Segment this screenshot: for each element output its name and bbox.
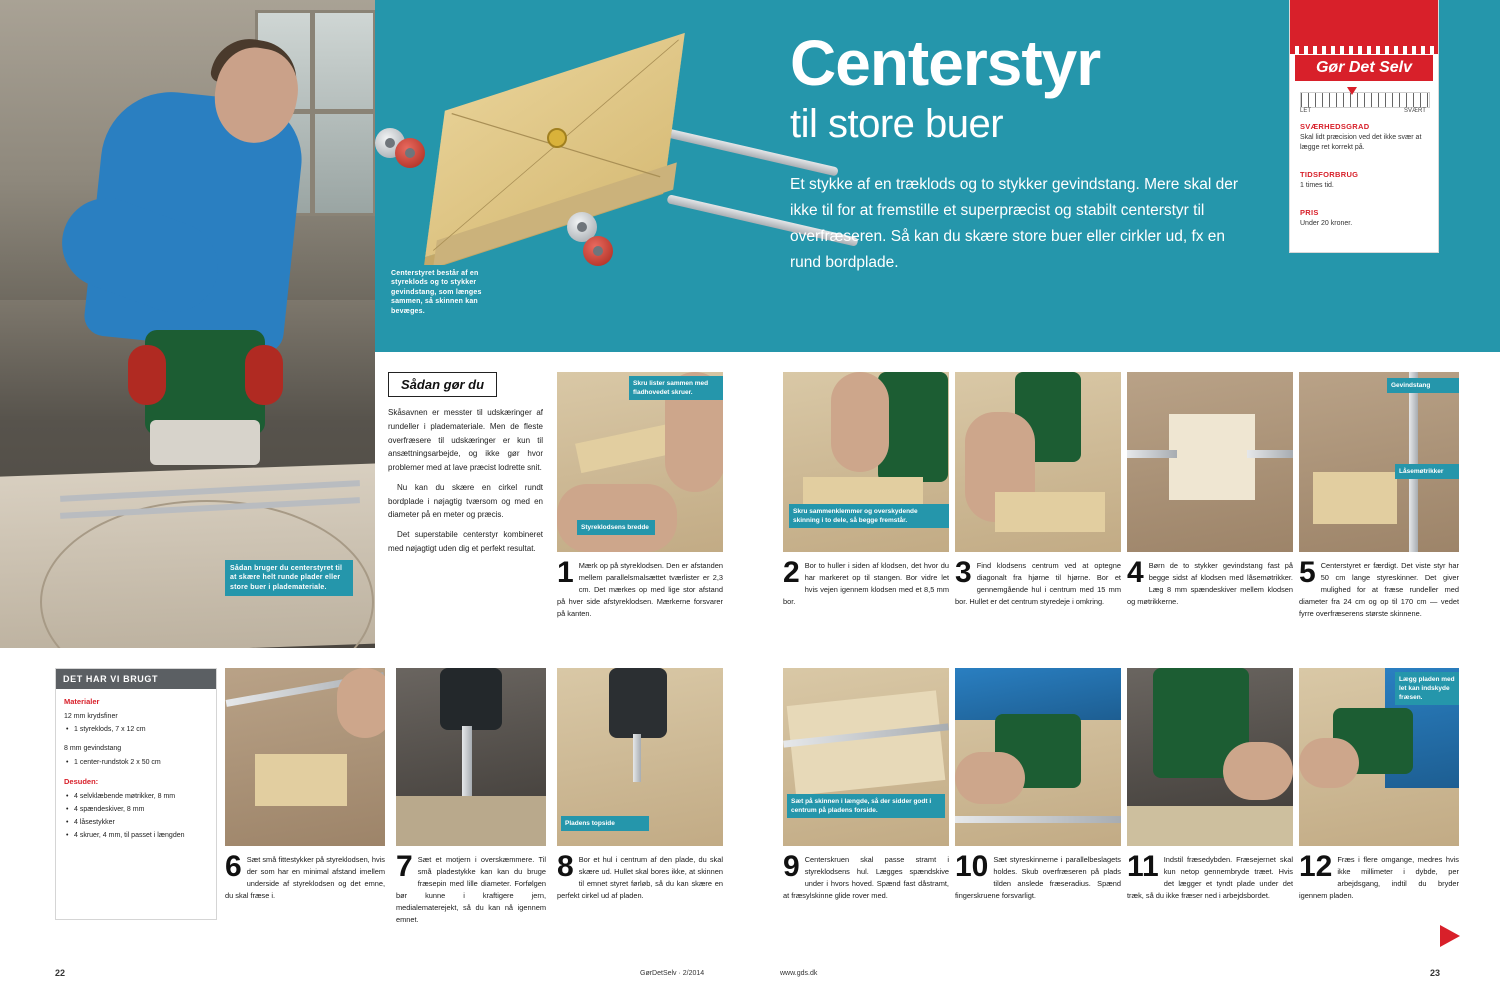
step-2-photo-caption: Skru sammenklemmer og overskydende skinning i to dele, så begge fremstår.	[789, 504, 949, 528]
illustration-caption: Centerstyret består af en styreklods og to stykker gevindstang, som længes sammen, så skinnen kan bevæges.	[386, 265, 516, 320]
step-12-photo-caption: Lægg pladen med let kan indskyde fræsen.	[1395, 672, 1459, 705]
headline-block	[790, 27, 1260, 276]
difficulty-body: Skal lidt præcision ved det ikke svær at lægge ret korrekt på.	[1300, 134, 1422, 151]
step-2-number: 2	[783, 556, 800, 589]
page-title: Centerstyr	[790, 27, 1101, 99]
gauge-label-right: SVÆRT	[1404, 108, 1426, 114]
step-7-number: 7	[396, 850, 413, 883]
step-3-number: 3	[955, 556, 972, 589]
step-5	[1299, 372, 1459, 642]
step-9-photo-caption: Sæt på skinnen i længde, så der sidder godt i centrum på pladens forside.	[787, 794, 945, 818]
price-body: Under 20 kroner.	[1300, 220, 1353, 227]
materials-box	[55, 668, 217, 920]
difficulty-heading: SVÆRHEDSGRAD	[1300, 122, 1370, 131]
intro-title: Sådan gør du	[388, 372, 497, 397]
step-7-body: Sæt et motjern i overskæmmere. Til små pladestykke kan kan du bruge fræsepin med lille diameter. Forfølgen bør kunne i kraftigere jern, medialematerejekt, så du kan nå igennem emnet.	[396, 855, 546, 924]
step-9-photo	[783, 668, 949, 846]
intro-paragraph: Nu kan du skære en cirkel rundt bordplade i nøjagtig tværsom og med en diameter på en meter og præcis.	[388, 482, 543, 520]
step-2-text	[783, 556, 949, 608]
step-6-photo	[225, 668, 385, 846]
step-12	[1299, 668, 1459, 948]
time-heading: TIDSFORBRUG	[1300, 170, 1359, 179]
step-6-body: Sæt små fittestykker på styreklodsen, hvis der som har en minimal afstand imellem underside af styreklodsen og det emne, du skal fræse i.	[225, 855, 385, 900]
step-5-photo-label-2: Låsemøtrikker	[1395, 464, 1459, 479]
footer-url[interactable]: www.gds.dk	[780, 970, 818, 977]
intro-text	[388, 406, 543, 556]
step-9	[783, 668, 949, 948]
step-1	[557, 372, 723, 642]
intro-paragraph: Det superstabile centerstyr kombineret med nøjagtigt uden dig et perfekt resultat.	[388, 530, 543, 553]
deck-text: Et stykke af en træklods og to stykker gevindstang. Mere skal der ikke til for at fremstille et superpræcist og stabilt centerstyr til overfræseren. Så kan du skære store buer eller cirkler ud, fx en rund bordplade.	[790, 176, 1238, 271]
step-8-photo	[557, 668, 723, 846]
step-10-number: 10	[955, 850, 989, 883]
page-number-left: 22	[55, 968, 66, 978]
step-1-text	[557, 556, 723, 620]
materials-heading-0: Materialer	[64, 697, 100, 706]
step-7	[396, 668, 546, 948]
gauge-marker-icon	[1347, 87, 1357, 95]
materials-item: • 4 spændeskiver, 8 mm	[74, 804, 208, 815]
step-11-photo	[1127, 668, 1293, 846]
step-5-photo	[1299, 372, 1459, 552]
materials-item: • 1 center-rundstok 2 x 50 cm	[74, 757, 208, 768]
step-12-photo	[1299, 668, 1459, 846]
next-page-arrow-icon[interactable]	[1440, 925, 1460, 947]
step-6-number: 6	[225, 850, 242, 883]
step-1-photo-caption: Skru lister sammen med fladhovedet skruer.	[629, 376, 723, 400]
footer	[0, 960, 1500, 1000]
step-10	[955, 668, 1121, 948]
step-1-photo	[557, 372, 723, 552]
step-2	[783, 372, 949, 642]
step-1-photo-label: Styreklodsens bredde	[577, 520, 655, 535]
time-body: 1 times tid.	[1300, 182, 1334, 189]
step-11	[1127, 668, 1293, 948]
step-11-body: Indstil fræsedybden. Fræsejernet skal kun netop gennembryde træet. Hvis det lægger et tyndt plade under det træk, så du ikke fræser ned i arbejdsbordet.	[1127, 855, 1293, 900]
step-9-number: 9	[783, 850, 800, 883]
step-5-text	[1299, 556, 1459, 620]
step-3-photo	[955, 372, 1121, 552]
brand-name: Gør Det Selv	[1295, 55, 1433, 81]
step-12-number: 12	[1299, 850, 1333, 883]
step-2-body: Bor to huller i siden af klodsen, det hvor du har markeret op til stangen. Bor vidre let hvis vejen igennem klodsen med et 8,5 mm bor.	[783, 561, 949, 606]
step-12-body: Fræs i flere omgange, medres hvis ikke millimeter i dybde, per arbejdsgang, indtil du bryder igennem pladen.	[1299, 855, 1459, 900]
step-9-text	[783, 850, 949, 902]
step-5-body: Centerstyret er færdigt. Det viste styr har 50 cm lange styreskinner. Det giver mulighed for at fræse rundeller med diameter fra 24 cm og op til 170 cm — vedet fyrre overfræserens største skinnene.	[1299, 561, 1459, 618]
hero-photo	[0, 0, 375, 648]
step-4	[1127, 372, 1293, 642]
step-8-number: 8	[557, 850, 574, 883]
materials-intro-0: 12 mm krydsfiner	[64, 713, 118, 720]
step-7-text	[396, 850, 546, 926]
materials-item: • 4 låsestykker	[74, 817, 208, 828]
materials-item: • 4 skruer, 4 mm, til passet i længden	[74, 830, 208, 841]
step-5-photo-label-1: Gevindstang	[1387, 378, 1459, 393]
step-1-body: Mærk op på styreklodsen. Den er afstanden mellem parallelsmalsættet tværlister er 2,3 cm. Det mærkes op med lige stor afstand på hver side afstyreklodsen. Mærkerne forsvarer på kanten.	[557, 561, 723, 618]
step-4-photo	[1127, 372, 1293, 552]
difficulty-info	[1300, 122, 1430, 153]
intro-paragraph: Skåsavnen er messter til udskæringer af rundeller i plademateriale. Men de fleste overfræsere til udskæringer er kun til ansættningsarbejde, og ikke gør hvor problemer med at lave præcist lodrette snit.	[388, 408, 543, 472]
step-10-text	[955, 850, 1121, 902]
step-8-body: Bor et hul i centrum af den plade, du skal skære ud. Hullet skal bores ikke, at skinnen til emnet styret førløb, så du kan skære en perfekt cirkel ud af pladen.	[557, 855, 723, 900]
step-1-number: 1	[557, 556, 574, 589]
step-6-text	[225, 850, 385, 902]
gauge-label-left: LET	[1300, 108, 1312, 114]
step-3	[955, 372, 1121, 642]
intro-block	[388, 372, 548, 562]
step-4-number: 4	[1127, 556, 1144, 589]
materials-intro-1: 8 mm gevindstang	[64, 745, 122, 753]
step-9-body: Centerskruen skal passe stramt i styreklodsens hul. Lægges spændskive under i hvors hoved. Spænd fast dåstramt, at fræsylskinne glide rover med.	[783, 855, 949, 900]
materials-item: • 4 selvklæbende møtrikker, 8 mm	[74, 791, 208, 802]
materials-item: • 1 styreklods, 7 x 12 cm	[74, 724, 208, 735]
step-7-photo	[396, 668, 546, 846]
footer-issue: GørDetSelv · 2/2014	[640, 970, 705, 977]
step-8-photo-caption: Pladens topside	[561, 816, 649, 831]
step-10-body: Sæt styreskinnerne i parallelbeslagets holdes. Skub overfræseren på plads tilden anslede fræseradius. Spænd fingerskruene forsvarligt.	[955, 855, 1121, 900]
step-2-photo	[783, 372, 949, 552]
step-3-body: Find klodsens centrum ved at optegne diagonalt fra hjørne til hjørne. Bor et gennemgående hul i centrum med 15 mm bor. Hullet er det centrum styredeje i omkring.	[955, 561, 1121, 606]
price-heading: PRIS	[1300, 208, 1319, 217]
step-8	[557, 668, 723, 948]
materials-heading-2: Desuden:	[64, 776, 99, 786]
step-8-text	[557, 850, 723, 902]
price-info	[1300, 208, 1430, 229]
step-12-text	[1299, 850, 1459, 902]
step-5-number: 5	[1299, 556, 1316, 589]
step-11-number: 11	[1127, 850, 1159, 883]
hero-photo-caption: Sådan bruger du centerstyret til at skære helt runde plader eller store buer i plademateriale.	[225, 560, 353, 596]
page-subtitle: til store buer	[790, 102, 1004, 146]
step-4-body: Børn de to stykker gevindstang fast på begge sidst af klodsen med låsemøtrikker. Læg 8 mm spændeskiver mellem klodsen og møtrikkerne.	[1127, 561, 1293, 606]
materials-body	[56, 689, 216, 857]
step-4-text	[1127, 556, 1293, 608]
brand-red-block	[1290, 0, 1438, 46]
step-6	[225, 668, 385, 948]
materials-title: DET HAR VI BRUGT	[56, 669, 216, 689]
page-number-right: 23	[1430, 968, 1441, 978]
difficulty-gauge	[1300, 92, 1430, 108]
step-11-text	[1127, 850, 1293, 902]
time-info	[1300, 170, 1430, 191]
brand-dash-bar	[1290, 46, 1438, 54]
step-10-photo	[955, 668, 1121, 846]
step-3-text	[955, 556, 1121, 608]
